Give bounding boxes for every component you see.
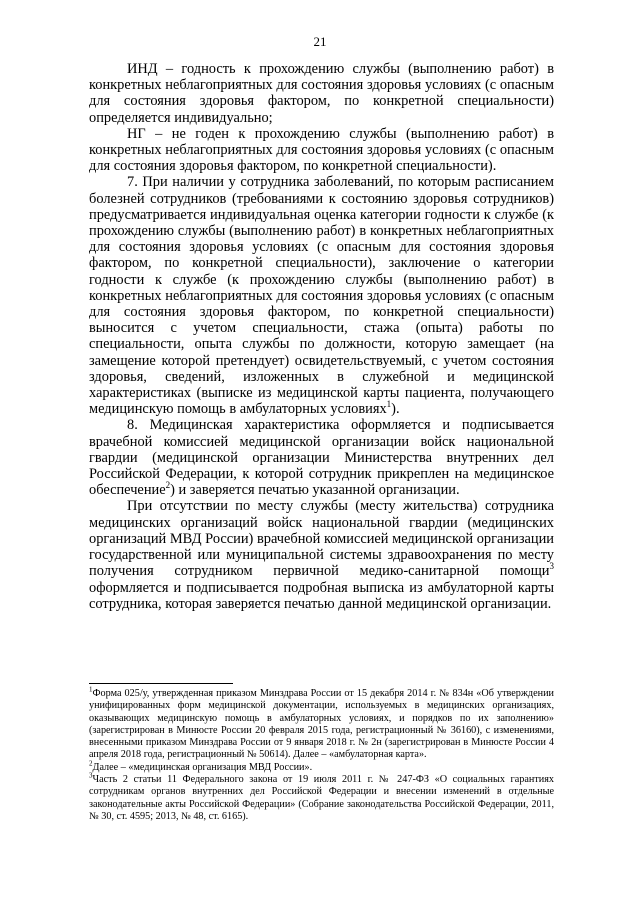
paragraph-ind: [89, 61, 554, 126]
footnotes: [89, 685, 554, 823]
footnote-text: Далее – «медицинская организация МВД России».: [92, 761, 313, 773]
page-number: 21: [313, 34, 327, 49]
paragraph-text: ИНД – годность к прохождению службы (выполнению работ) в конкретных неблагоприятных для состояния здоровья условиях (с опасным для состояния здоровья фактором, по конкретной специальности) определяется индивидуально;: [89, 61, 554, 126]
paragraph-text-tail: ) и заверяется печатью указанной организации.: [170, 482, 460, 499]
footnote-ref: 1: [386, 399, 392, 410]
paragraph-ng: [89, 126, 554, 175]
body-text: [89, 61, 554, 612]
paragraph-absence: [89, 498, 554, 611]
paragraph-8: [89, 417, 554, 498]
paragraph-text-tail: ).: [391, 401, 400, 418]
footnote-separator: [89, 683, 233, 684]
paragraph-7: [89, 174, 554, 417]
paragraph-text-tail: оформляется и подписывается подробная выписка из амбулаторной карты сотрудника, которая заверяется печатью данной медицинской организации.: [89, 579, 554, 612]
footnote-item: [89, 685, 554, 762]
footnote-item: [89, 759, 554, 774]
footnote-mark: 2: [89, 759, 93, 768]
paragraph-text: 7. При наличии у сотрудника заболеваний, по которым расписанием болезней сотрудников (требованиями к состоянию здоровья сотрудников) предусматривается индивидуальная оценка категории годности к службе (к прохождению службы (выполнению работ) в конкретных неблагоприятных для состояния здоровья условиях (с опасным для состояния здоровья фактором, по конкретной специальности), заключение о категории годности к службе (к прохождению службы (выполнению работ) в конкретных неблагоприятных для состояния здоровья условиях (с опасным для состояния здоровья фактором, по конкретной специальности) выносится с учетом специальности, стажа (опыта) работы по специальности, опыта службы по должности, которую замещает (на замещение которой претендует) освидетельствуемый, с учетом состояния здоровья, сведений, изложенных в служебной и медицинской характеристиках (выписке из медицинской карты пациента, получающего медицинскую помощь в амбулаторных условиях: [89, 174, 554, 418]
footnote-text: Часть 2 статьи 11 Федерального закона от 19 июля 2011 г. № 247-ФЗ «О социальных гарантиях сотрудникам органов внутренних дел Российской Федерации и внесении изменений в отдельные законодательные акты Российской Федерации» (Собрание законодательства Российской Федерации, 2011, № 30, ст. 4595; 2013, № 48, ст. 6165).: [89, 774, 554, 822]
footnote-ref: 3: [549, 561, 554, 572]
footnote-mark: 3: [89, 771, 93, 780]
paragraph-text: НГ – не годен к прохождению службы (выполнению работ) в конкретных неблагоприятных для состояния здоровья условиях (с опасным для состояния здоровья фактором, по конкретной специальности).: [89, 125, 554, 175]
paragraph-text: При отсутствии по месту службы (месту жительства) сотрудника медицинских организаций войск национальной гвардии (медицинских организаций МВД России) врачебной комиссией медицинской организации государственной или муниципальной системы здравоохранения по месту получения сотрудником первичной медико-санитарной помощи: [89, 498, 554, 580]
paragraph-text: 8. Медицинская характеристика оформляется и подписывается врачебной комиссией медицинской организации войск национальной гвардии (медицинской организации Министерства внутренних дел Российской Федерации, к которой сотрудник прикреплен на медицинское обеспечение: [89, 417, 554, 499]
footnote-text: Форма 025/у, утвержденная приказом Минздрава России от 15 декабря 2014 г. № 834н «Об утверждении унифицированных форм медицинской документации, используемых в медицинских организациях, оказывающих медицинскую помощь в амбулаторных условиях, и порядков по их заполнению» (зарегистрирован в Минюсте России 20 февраля 2015 года, регистрационный № 36160), с изменениями, внесенными приказом Минздрава России от 9 января 2018 г. № 2н (зарегистрирован в Минюсте России 4 апреля 2018 года, регистрационный № 50614). Далее – «амбулаторная карта».: [89, 688, 554, 761]
footnote-item: [89, 771, 554, 823]
footnote-ref: 2: [165, 480, 171, 491]
footnote-mark: 1: [89, 685, 93, 694]
